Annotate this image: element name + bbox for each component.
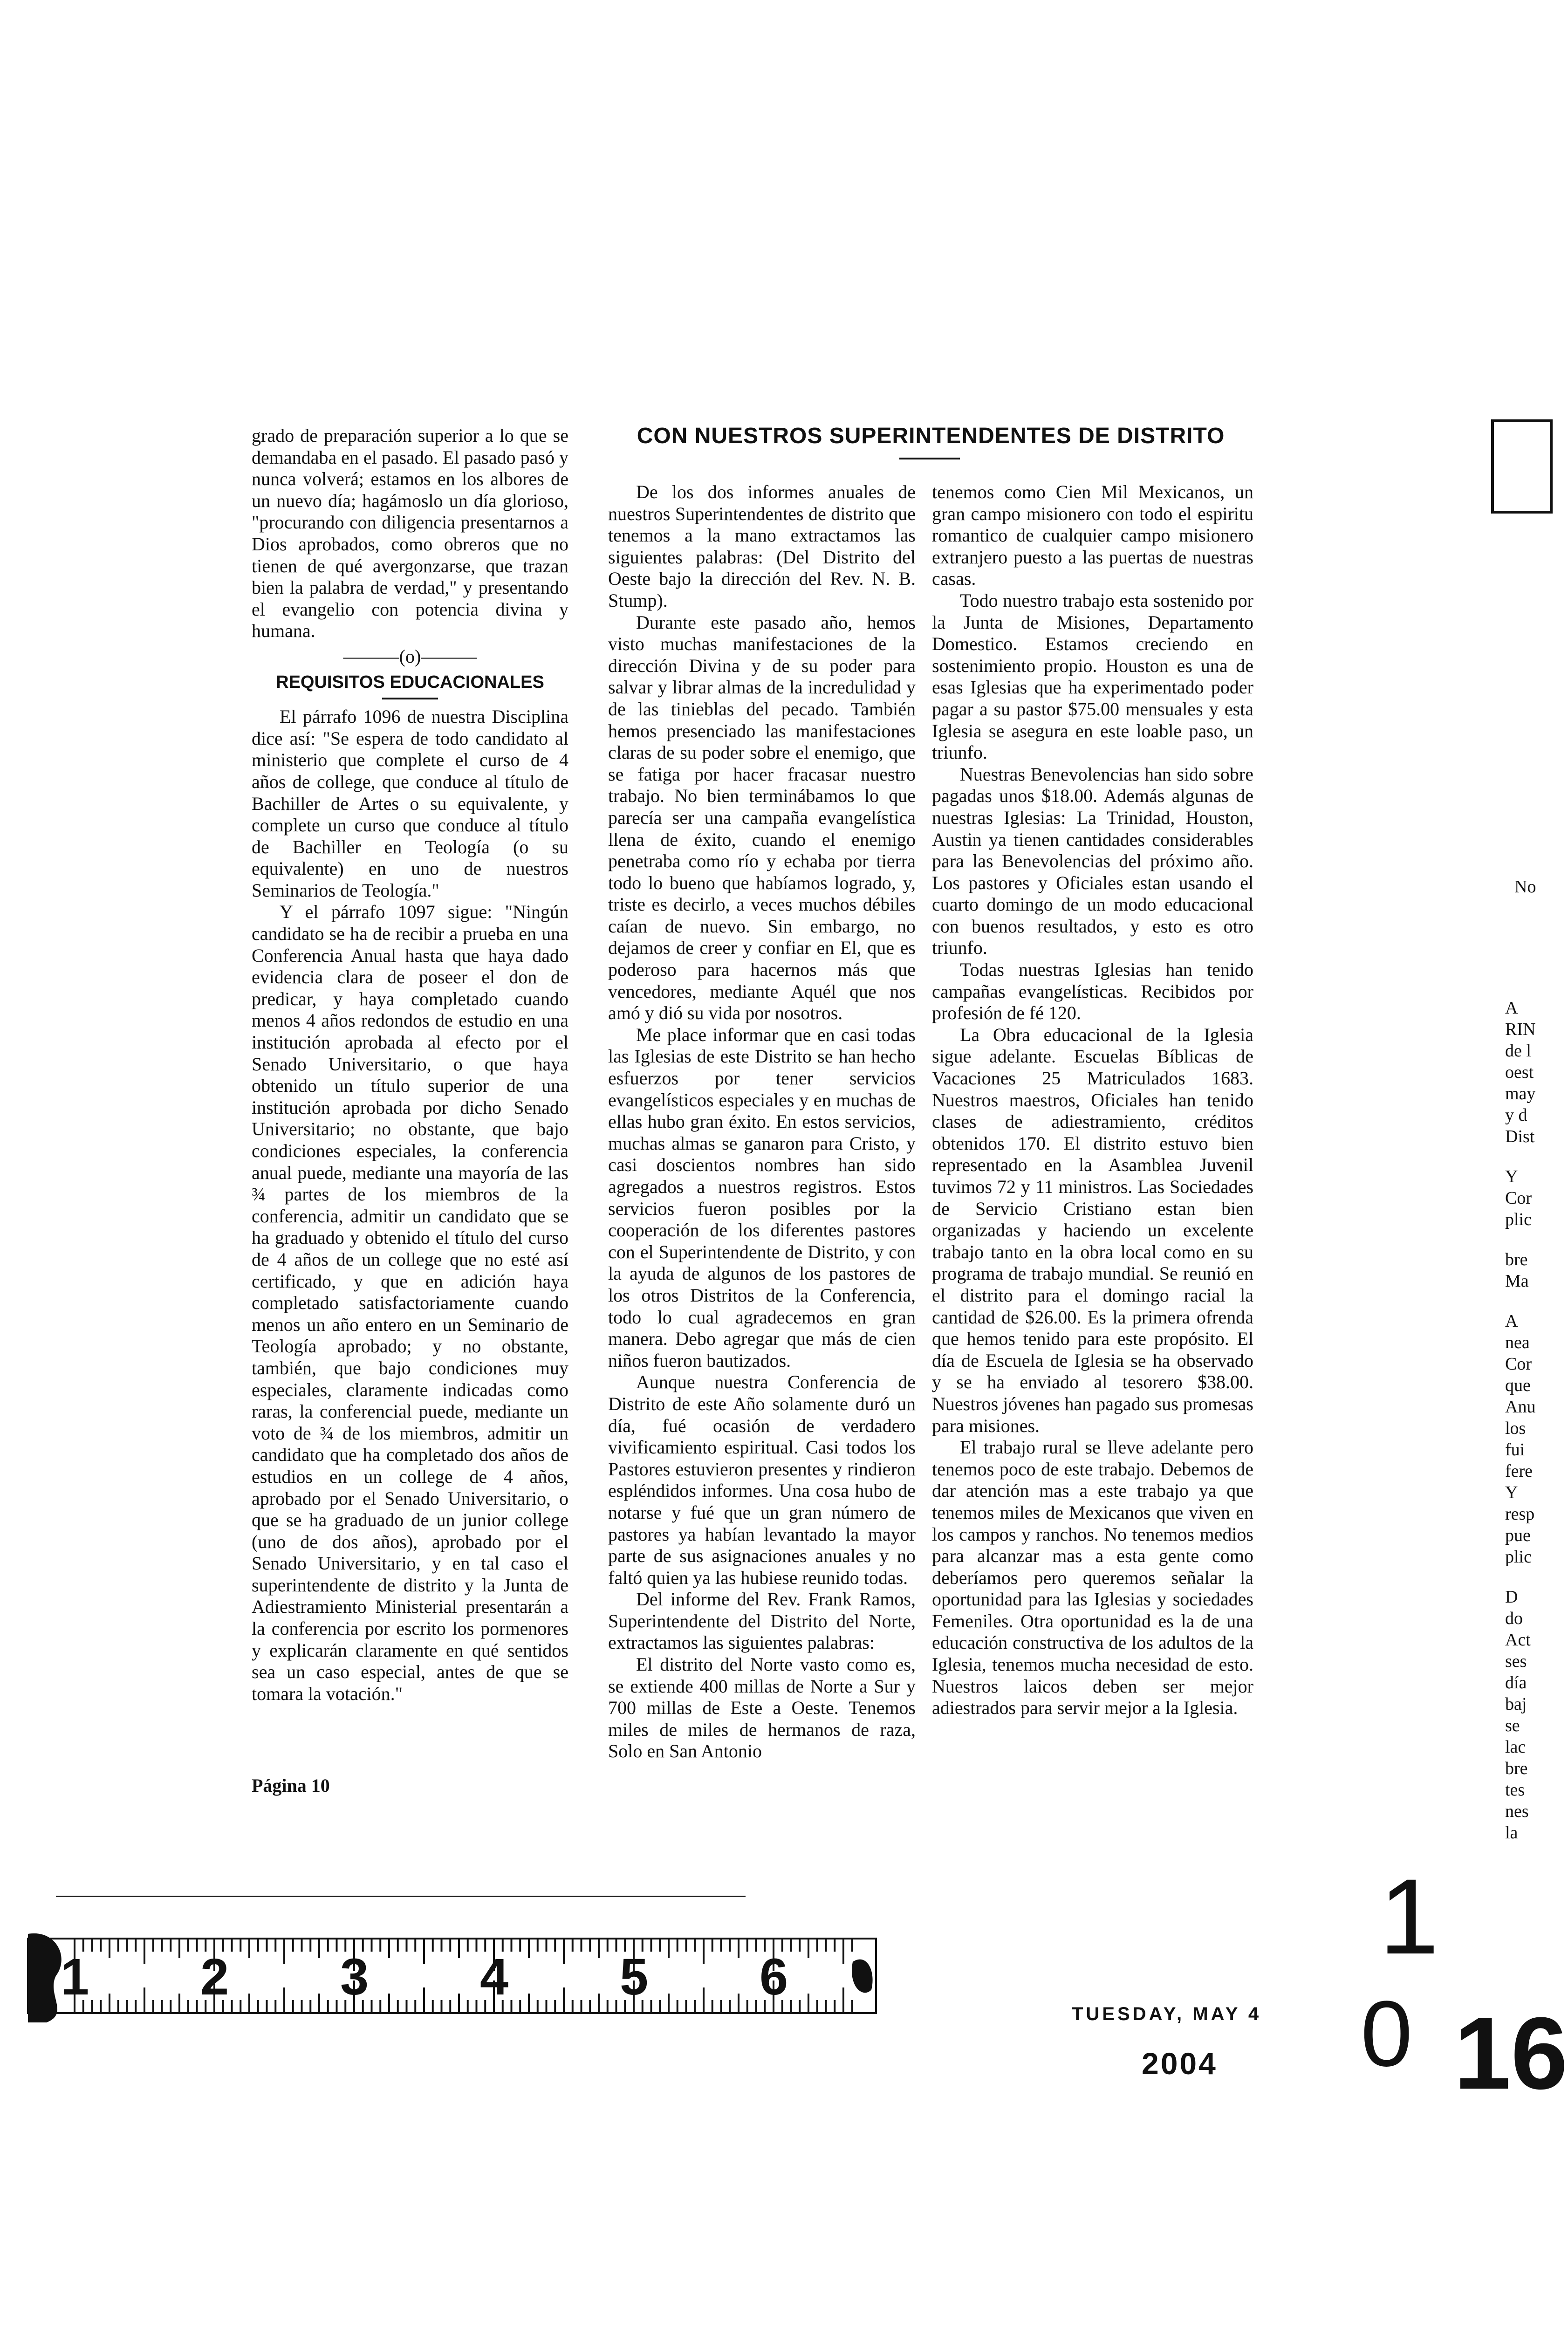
heading-rule	[382, 698, 438, 699]
ruler-number: 1	[61, 1948, 89, 2006]
paragraph-1097: Y el párrafo 1097 sigue: "Ningún candidato se ha de recibir a prueba en una Conferencia Anual hasta que haya dado evidencia clara de poseer el don de predicar, y haya completado cuando menos 4 años redondos de estudio en una institución aprobada al efecto por el Senado Universitario, o que haya obtenido un título superior de una institución aprobada por dicho Senado Universitario; no obstante, que bajo condiciones especiales, la conferencia anual puede, mediante una mayoría de las ¾ partes de los miembros de la conferencia, admitir un candidato que se ha graduado y obtenido el título del curso de 4 años de un college que no esté así certificado, y que en adición haya completado satisfactoriamente cuando menos un año entero en un Seminario de Teología aprobado; y no obstante, también, que bajo condiciones muy especiales, claramente indicadas como raras, la conferencial puede, mediante un voto de ¾ de los miembros, admitir un candidato que ha completado dos años de estudios en un college de 4 años, aprobado por el Senado Universitario, o que se ha graduado de un junior college (uno de dos años), aprobado por el Senado Universitario, y en tal caso el superintendente de distrito y la Junta de Adiestramiento Ministerial presentarán a la conferencia por escrito los pormenores y explicarán claramente en qué sentidos sea un caso especial, antes de que se tomara la votación."	[252, 901, 568, 1704]
edge-fragment: nes	[1505, 1802, 1529, 1821]
edge-fragment: A	[1505, 998, 1518, 1018]
column-middle	[608, 481, 916, 1762]
section-heading-requisitos: REQUISITOS EDUCACIONALES	[276, 672, 544, 692]
paragraph-benevolencias: Nuestras Benevolencias han sido sobre pagadas unos $18.00. Además algunas de nuestras Iglesias: La Trinidad, Houston, Austin ya tienen cantidades considerables para las Benevolencias del próximo año. Los pastores y Oficiales estan usando el cuarto domingo de un modo educacional con buenos resultados, y esto es otro triunfo.	[932, 763, 1253, 959]
stamp-digit-one: 1	[1379, 1857, 1439, 1976]
separator: ———(o)———	[343, 645, 477, 667]
edge-fragment: y d	[1505, 1105, 1527, 1125]
paragraph-distrito-norte: El distrito del Norte vasto como es, se extiende 400 millas de Norte a Sur y 700 millas de Este a Oeste. Tenemos miles de miles de hermanos de raza, Solo en San Antonio	[608, 1654, 916, 1762]
column-right	[932, 481, 1253, 1719]
heading-rule-main	[899, 458, 960, 459]
edge-fragment: Anu	[1505, 1397, 1536, 1417]
edge-fragment: oest	[1505, 1062, 1534, 1082]
intro-paragraph: grado de preparación superior a lo que se demandaba en el pasado. El pasado pasó y nunca volverá; estamos en los albores de un nuevo día; hagámoslo un día glorioso, "procurando con diligencia presentarnos a Dios aprobados, como obreros que no tienen de qué avergonzarse, que trazan bien la palabra de verdad," y presentando el evangelio con potencia divina y humana.	[252, 425, 568, 642]
edge-fragment: fere	[1505, 1461, 1533, 1481]
article-heading: CON NUESTROS SUPERINTENDENTES DE DISTRITO	[637, 424, 1225, 448]
edge-fragment: Cor	[1505, 1188, 1532, 1208]
edge-fragment: ses	[1505, 1652, 1527, 1671]
edge-fragment: Act	[1505, 1630, 1531, 1650]
edge-fragment: A	[1505, 1311, 1518, 1331]
stamp-date: TUESDAY, MAY 4	[1072, 2004, 1262, 2024]
edge-fragment: nea	[1505, 1333, 1530, 1352]
ruler-number: 4	[480, 1948, 509, 2006]
edge-fragment: Cor	[1505, 1354, 1532, 1374]
edge-fragment: los	[1505, 1419, 1526, 1438]
paragraph-campanas: Todas nuestras Iglesias han tenido campañas evangelísticas. Recibidos por profesión de fé 120.	[932, 959, 1253, 1024]
stamp-digit-zero: 0	[1361, 1982, 1413, 2086]
edge-fragment: bre	[1505, 1759, 1528, 1778]
edge-fragment: de l	[1505, 1041, 1531, 1061]
edge-fragment: pue	[1505, 1526, 1531, 1545]
edge-fragment: RIN	[1505, 1020, 1536, 1039]
scan-line	[56, 1896, 746, 1897]
paragraph-intro-informes: De los dos informes anuales de nuestros Superintendentes de distrito que tenemos a la mano extractamos las siguientes palabras: (Del Distrito del Oeste bajo la dirección del Rev. N. B. Stump).	[608, 481, 916, 611]
page-number: Página 10	[252, 1775, 330, 1796]
ruler-number: 6	[760, 1948, 788, 2006]
paragraph-obra-educacional: La Obra educacional de la Iglesia sigue adelante. Escuelas Bíblicas de Vacaciones 25 Matriculados 1683. Nuestros maestros, Oficiales han tenido clases de adiestramiento, créditos obtenidos 170. El distrito estuvo bien representado en la Asamblea Juvenil tuvimos 72 y 11 ministros. Las Sociedades de Servicio Cristiano estan bien organizadas y haciendo un excelente trabajo tanto en la obra local como en su programa de trabajo mundial. Se reunió en el distrito para el domingo racial la cantidad de $26.00. Es la primera ofrenda que hemos tenido para este propósito. El día de Escuela de Iglesia se ha observado y se ha enviado al tesorero $38.00. Nuestros jóvenes han pagado sus promesas para misiones.	[932, 1024, 1253, 1436]
edge-fragment: D	[1505, 1587, 1518, 1607]
measuring-ruler	[28, 1920, 876, 2027]
paragraph-cien-mil: tenemos como Cien Mil Mexicanos, un gran campo misionero con todo el espiritu romantico de cualquier campo misionero extranjero puesto a las puertas de nuestras casas.	[932, 481, 1253, 589]
paragraph-del-informe: Del informe del Rev. Frank Ramos, Superintendente del Distrito del Norte, extractamos las siguientes palabras:	[608, 1589, 916, 1653]
stamp-year: 2004	[1142, 2046, 1218, 2081]
paragraph-1096: El párrafo 1096 de nuestra Disciplina dice así: "Se espera de todo candidato al ministerio que complete el curso de 4 años de college, que conduce al título de Bachiller de Artes o su equivalente, y complete un curso que conduce al título de Bachiller en Teología (o su equivalente) en uno de nuestros Seminarios de Teología."	[252, 706, 568, 901]
paragraph-todo-trabajo: Todo nuestro trabajo esta sostenido por la Junta de Misiones, Departamento Domestico. Estamos creciendo en sostenimiento propio. Houston es una de esas Iglesias que ha experimentado poder pagar a su pastor $75.00 mensuales y esta Iglesia se asegura en este loable paso, un triunfo.	[932, 589, 1253, 763]
ruler-number: 5	[620, 1948, 649, 2006]
column-left	[252, 425, 568, 1705]
edge-fragment: may	[1505, 1084, 1536, 1103]
edge-fragment: bre	[1505, 1250, 1528, 1269]
ruler-number: 3	[340, 1948, 369, 2006]
paragraph-durante: Durante este pasado año, hemos visto muchas manifestaciones de la dirección Divina y de su poder para salvar y librar almas de la incredulidad y de las tinieblas del pecado. También hemos presenciado las manifestaciones claras de su poder sobre el enemigo, que se fatiga por hacer fracasar nuestro trabajo. No bien terminábamos lo que parecía ser una campaña evangelística llena de éxito, cuando el enemigo penetraba como río y echaba por tierra todo lo bueno que habíamos logrado, y, triste es decirlo, a veces muchos débiles caían de nuevo. Sin embargo, no dejamos de creer y confiar en El, que es poderoso para hacernos más que vencedores, mediante Aquél que nos amó y dió su vida por nosotros.	[608, 611, 916, 1024]
edge-fragment: la	[1505, 1823, 1518, 1843]
edge-fragment: Ma	[1505, 1271, 1529, 1291]
edge-fragment: resp	[1505, 1504, 1535, 1524]
edge-number: 16	[1454, 1996, 1568, 2111]
edge-fragment: día	[1505, 1673, 1527, 1693]
paragraph-aunque: Aunque nuestra Conferencia de Distrito de este Año solamente duró un día, fué ocasión de verdadero vivificamiento espiritual. Casi todos los Pastores estuvieron presentes y rindieron espléndidos informes. Una cosa hubo de notarse y fué que un gran número de pastores ya habían levantado la mayor parte de sus asignaciones anuales y no faltó quien ya las hubiese reunido todas.	[608, 1371, 916, 1588]
edge-frame	[1491, 419, 1553, 514]
edge-fragment: do	[1505, 1609, 1523, 1628]
edge-fragment: fui	[1505, 1440, 1525, 1460]
paragraph-me-place: Me place informar que en casi todas las Iglesias de este Distrito se han hecho esfuerzos por tener servicios evangelísticos especiales y en muchas de ellas hubo gran éxito. En estos servicios, muchas almas se ganaron para Cristo, y casi doscientos nombres han sido agregados a nuestros registros. Estos servicios fueron posibles por la cooperación de los diferentes pastores con el Superintendente de Distrito, y con la ayuda de algunos de los pastores de los otros Distritos de la Conferencia, todo lo cual agradecemos en gran manera. Debo agregar que más de cien niños fueron bautizados.	[608, 1024, 916, 1371]
edge-fragment: se	[1505, 1716, 1520, 1735]
edge-fragment: No	[1514, 877, 1536, 897]
edge-fragment: Dist	[1505, 1127, 1535, 1146]
edge-fragment: Y	[1505, 1483, 1518, 1502]
edge-fragment: lac	[1505, 1737, 1526, 1757]
edge-fragment: baj	[1505, 1694, 1527, 1714]
edge-fragment: plic	[1505, 1547, 1532, 1567]
edge-fragment: tes	[1505, 1780, 1525, 1800]
edge-fragment: plic	[1505, 1210, 1532, 1229]
paragraph-trabajo-rural: El trabajo rural se lleve adelante pero tenemos poco de este trabajo. Debemos de dar atención mas a este trabajo ya que tenemos miles de Mexicanos que viven en los campos y ranchos. No tenemos medios para alcanzar mas a esta gente como deberíamos pero queremos señalar la oportunidad para las Iglesias y sociedades Femeniles. Otra oportunidad es la de una educación constructiva de los adultos de la Iglesia, tenemos mucha necesidad de esto. Nuestros laicos deben ser mejor adiestrados para servir mejor a la Iglesia.	[932, 1437, 1253, 1719]
ruler-number: 2	[200, 1948, 229, 2006]
edge-fragment: que	[1505, 1376, 1531, 1395]
edge-fragment: Y	[1505, 1167, 1518, 1186]
